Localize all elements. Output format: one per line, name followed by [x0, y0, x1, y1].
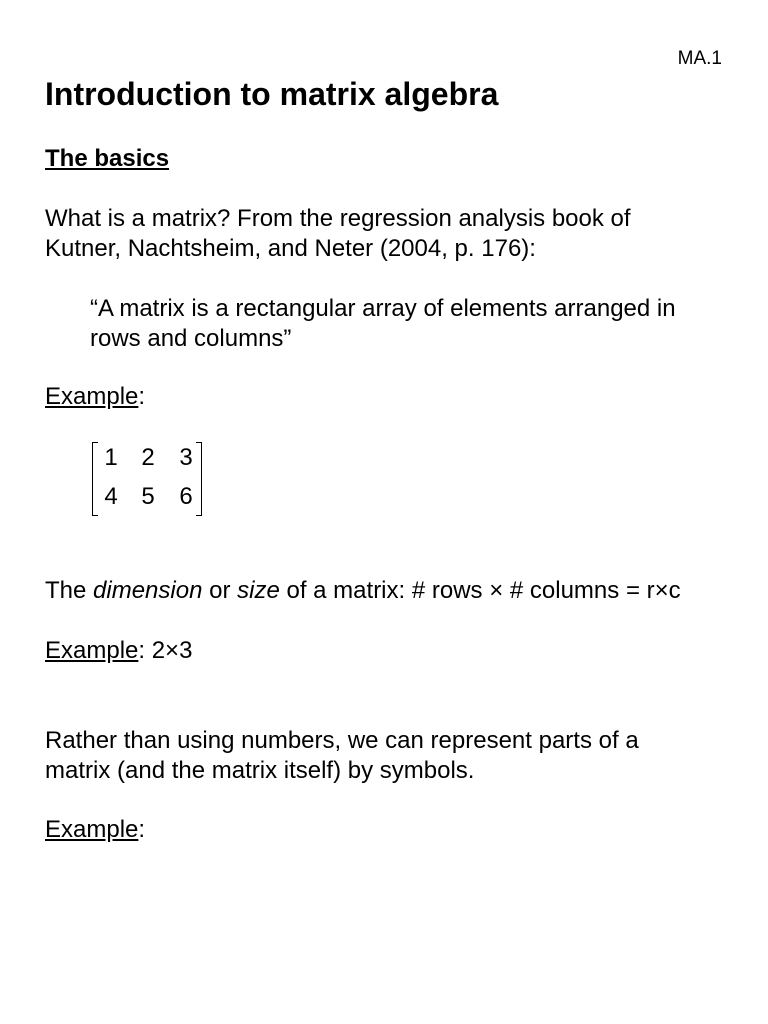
dimension-prefix: The — [45, 577, 94, 604]
dimension-term: dimension — [93, 577, 203, 604]
intro-paragraph — [45, 204, 735, 264]
matrix-right-bracket — [196, 442, 202, 516]
matrix-cell: 2 — [141, 444, 155, 471]
quote-line-1: “A matrix is a rectangular array of elements arranged in — [90, 295, 676, 322]
symbols-line-1: Rather than using numbers, we can represent parts of a — [45, 727, 639, 754]
intro-line-2: Kutner, Nachtsheim, and Neter (2004, p. 176): — [45, 235, 536, 262]
dimension-suffix: of a matrix: # rows × # columns = r×c — [279, 577, 681, 604]
size-term: size — [237, 577, 280, 604]
example-dimension-value: : 2×3 — [138, 637, 193, 664]
matrix-cell: 1 — [104, 444, 118, 471]
example-label: Example — [45, 816, 139, 843]
example-colon: : — [138, 383, 146, 410]
example-label: Example — [45, 383, 139, 410]
definition-quote — [90, 294, 740, 354]
matrix-cell: 4 — [104, 483, 118, 510]
dimension-mid: or — [202, 577, 238, 604]
example-heading-3 — [45, 815, 735, 845]
example-colon: : — [138, 816, 146, 843]
quote-line-2: rows and columns” — [90, 325, 292, 352]
matrix-cell: 5 — [141, 483, 155, 510]
matrix-left-bracket — [92, 442, 98, 516]
matrix-cell: 6 — [179, 483, 193, 510]
dimension-paragraph — [45, 576, 745, 606]
example-matrix — [92, 440, 202, 517]
matrix-cell: 3 — [179, 444, 193, 471]
page-title: Introduction to matrix algebra — [45, 76, 499, 112]
symbols-paragraph — [45, 726, 735, 786]
example-heading-1 — [45, 382, 735, 412]
page-label: MA.1 — [677, 48, 722, 69]
section-heading: The basics — [45, 145, 170, 172]
symbols-line-2: matrix (and the matrix itself) by symbols. — [45, 757, 475, 784]
example-heading-2 — [45, 636, 735, 666]
example-label: Example — [45, 637, 139, 664]
intro-line-1: What is a matrix? From the regression analysis book of — [45, 205, 631, 232]
